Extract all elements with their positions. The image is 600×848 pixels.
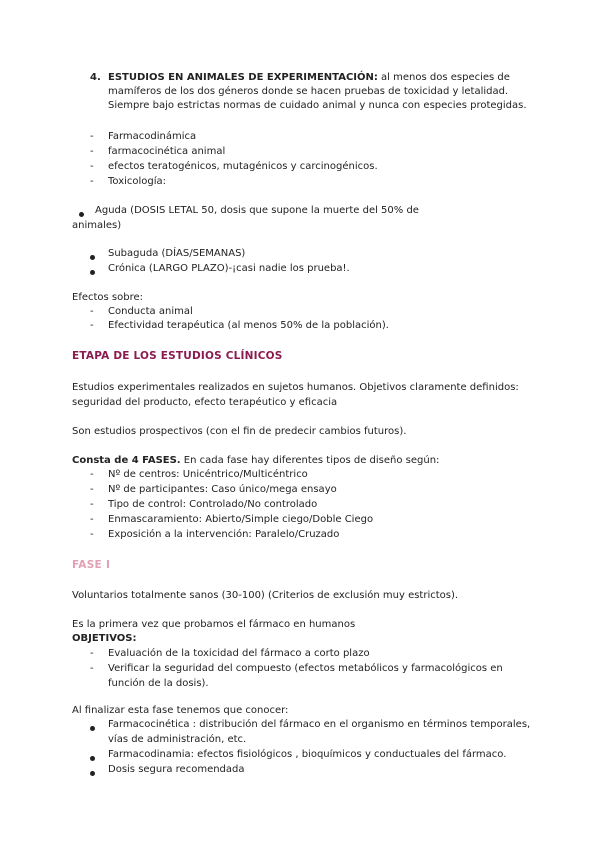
dash-marker: - xyxy=(90,499,94,510)
list-item: Nº de participantes: Caso único/mega ensayo xyxy=(108,484,337,495)
intro-line-2: seguridad del producto, efecto terapéutico y eficacia xyxy=(72,397,338,408)
list-item: Conducta animal xyxy=(108,306,193,317)
dash-marker: - xyxy=(90,469,94,480)
list-item: Verificar la seguridad del compuesto (efectos metabólicos y farmacológicos en xyxy=(108,663,503,674)
list-item: Farmacocinética : distribución del fármaco en el organismo en términos temporales, xyxy=(108,719,531,730)
bullet-icon xyxy=(90,768,95,779)
dash-marker: - xyxy=(90,131,94,142)
aguda-line-1: Aguda (DOSIS LETAL 50, dosis que supone la muerte del 50% de xyxy=(95,205,419,216)
list-item: Enmascaramiento: Abierto/Simple ciego/Doble Ciego xyxy=(108,514,374,525)
dash-marker: - xyxy=(90,648,94,659)
voluntarios-text: Voluntarios totalmente sanos (30-100) (Criterios de exclusión muy estrictos). xyxy=(72,590,459,601)
consta-bold: Consta de 4 FASES. xyxy=(72,455,181,466)
dash-marker: - xyxy=(90,663,94,674)
list-item: efectos teratogénicos, mutagénicos y carcinogénicos. xyxy=(108,161,378,172)
list-item: Crónica (LARGO PLAZO)-¡casi nadie los prueba!. xyxy=(108,263,350,274)
consta-line xyxy=(72,454,439,468)
section-4-text: al menos dos especies de xyxy=(377,72,510,83)
fase-1-heading: FASE I xyxy=(72,559,111,571)
section-4-line-2: mamíferos de los dos géneros donde se hacen pruebas de toxicidad y letalidad. xyxy=(108,86,509,97)
dash-marker: - xyxy=(90,529,94,540)
dash-marker: - xyxy=(90,484,94,495)
list-item: Evaluación de la toxicidad del fármaco a corto plazo xyxy=(108,648,370,659)
list-item: Farmacodinámica xyxy=(108,131,197,142)
etapa-heading: ETAPA DE LOS ESTUDIOS CLÍNICOS xyxy=(72,350,283,362)
dash-marker: - xyxy=(90,306,94,317)
list-item-continuation: vías de administración, etc. xyxy=(108,734,247,745)
list-item-continuation: función de la dosis). xyxy=(108,678,209,689)
objetivos-label: OBJETIVOS: xyxy=(72,633,137,644)
bullet-icon xyxy=(90,267,95,278)
prospectivos-text: Son estudios prospectivos (con el fin de predecir cambios futuros). xyxy=(72,426,407,437)
bullet-icon xyxy=(90,252,95,263)
section-4-line-3: Siempre bajo estrictas normas de cuidado animal y nunca con especies protegidas. xyxy=(108,100,527,111)
dash-marker: - xyxy=(90,320,94,331)
list-item: Nº de centros: Unicéntrico/Multicéntrico xyxy=(108,469,308,480)
list-item: Tipo de control: Controlado/No controlado xyxy=(108,499,318,510)
intro-line-1: Estudios experimentales realizados en sujetos humanos. Objetivos claramente definidos: xyxy=(72,382,519,393)
aguda-line-2: animales) xyxy=(72,220,122,231)
dash-marker: - xyxy=(90,146,94,157)
efectos-label: Efectos sobre: xyxy=(72,292,144,303)
al-finalizar-text: Al finalizar esta fase tenemos que conocer: xyxy=(72,705,289,716)
list-item: farmacocinética animal xyxy=(108,146,226,157)
section-4-title: ESTUDIOS EN ANIMALES DE EXPERIMENTACIÓN: xyxy=(108,72,378,83)
bullet-icon xyxy=(90,753,95,764)
dash-marker: - xyxy=(90,514,94,525)
list-item: Dosis segura recomendada xyxy=(108,764,245,775)
dash-marker: - xyxy=(90,161,94,172)
list-item: Farmacodinamia: efectos fisiológicos , bioquímicos y conductuales del fármaco. xyxy=(108,749,507,760)
list-item: Toxicología: xyxy=(108,176,167,187)
list-item: Subaguda (DÍAS/SEMANAS) xyxy=(108,248,246,259)
section-4-line-1 xyxy=(108,71,510,85)
section-number: 4. xyxy=(90,72,101,83)
list-item: Exposición a la intervención: Paralelo/Cruzado xyxy=(108,529,340,540)
primera-vez-text: Es la primera vez que probamos el fármaco en humanos xyxy=(72,619,356,630)
consta-rest: En cada fase hay diferentes tipos de diseño según: xyxy=(180,455,440,466)
dash-marker: - xyxy=(90,176,94,187)
bullet-icon xyxy=(90,723,95,734)
list-item: Efectividad terapéutica (al menos 50% de la población). xyxy=(108,320,389,331)
